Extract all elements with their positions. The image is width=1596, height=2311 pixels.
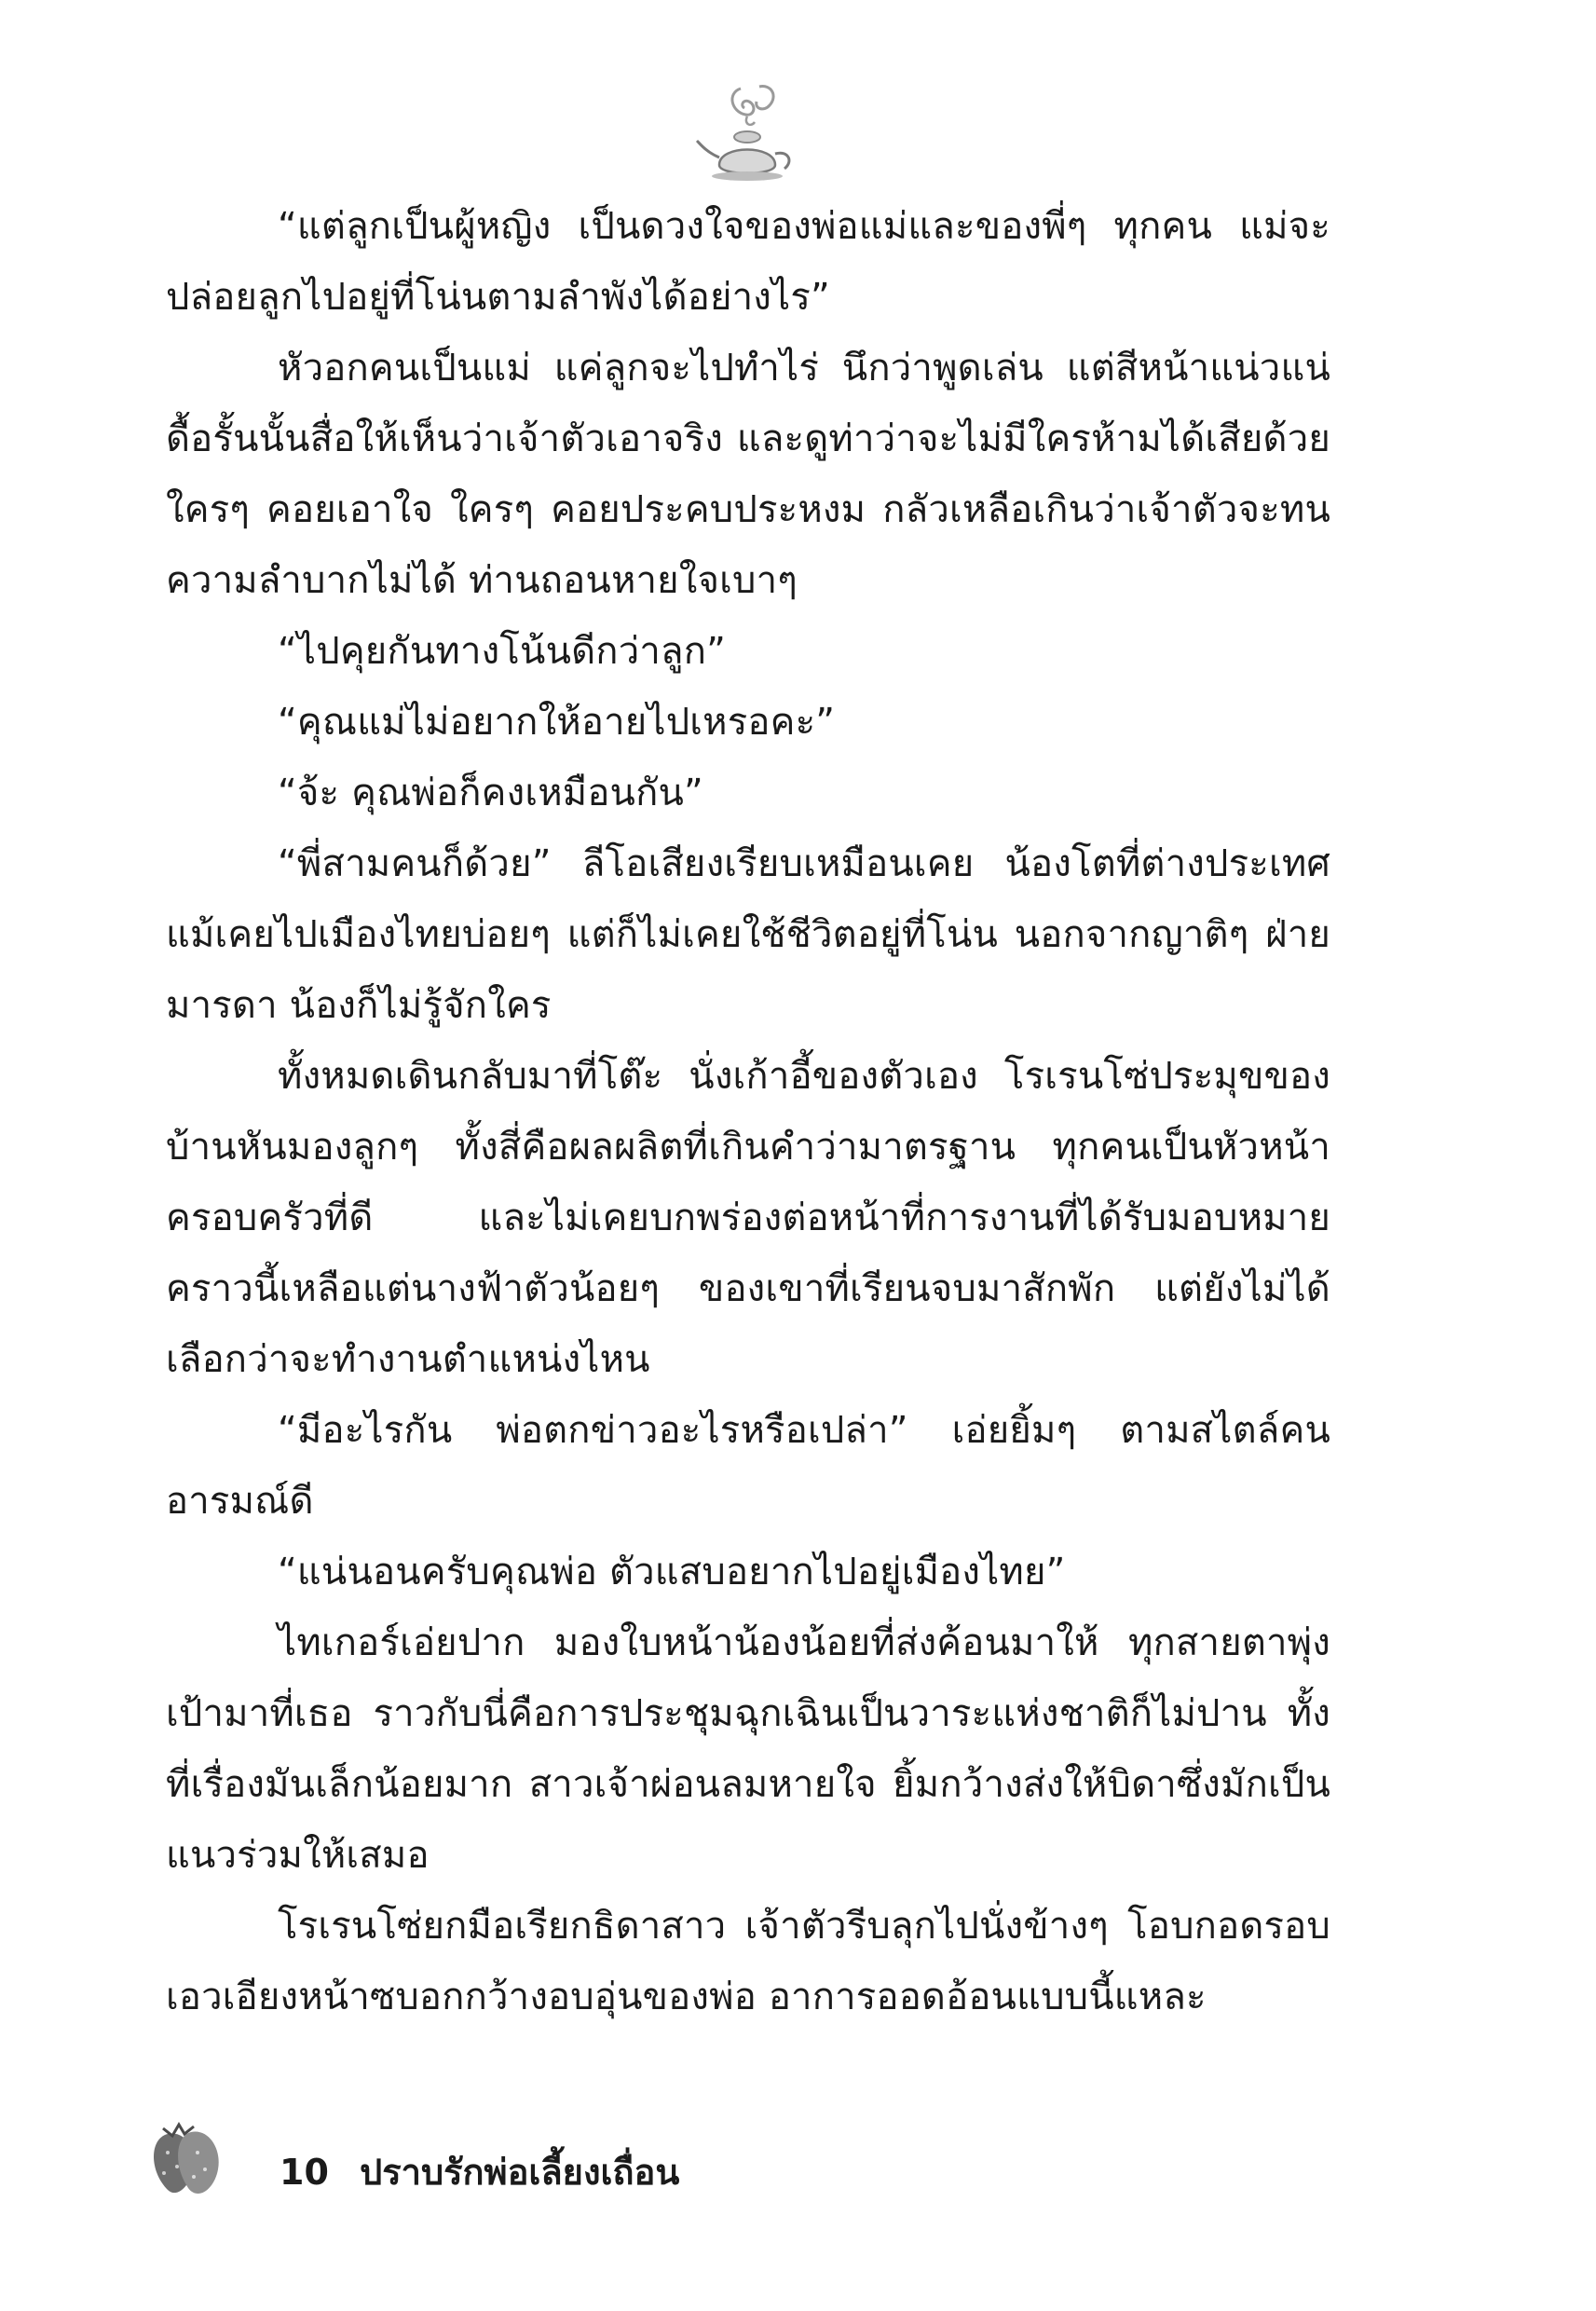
paragraph: “มีอะไรกัน พ่อตกข่าวอะไรหรือเปล่า” เอ่ยยิ้มๆ ตามสไตล์คนอารมณ์ดี [166, 1409, 1330, 1523]
paragraph: “แต่ลูกเป็นผู้หญิง เป็นดวงใจของพ่อแม่และของพี่ๆ ทุกคน แม่จะปล่อยลูกไปอยู่ที่โน่นตามลำพังได้อย่างไร” [166, 205, 1330, 319]
body-text [166, 191, 1330, 2032]
paragraph: “แน่นอนครับคุณพ่อ ตัวแสบอยากไปอยู่เมืองไทย” [278, 1551, 1066, 1593]
paragraph: โรเรนโซ่ยกมือเรียกธิดาสาว เจ้าตัวรีบลุกไปนั่งข้างๆ โอบกอดรอบเอวเอียงหน้าซบอกกว้างอบอุ่นของพ่อ อาการออดอ้อนแบบนี้แหละ [166, 1905, 1330, 2018]
paragraph: ไทเกอร์เอ่ยปาก มองใบหน้าน้องน้อยที่ส่งค้อนมาให้ ทุกสายตาพุ่งเป้ามาที่เธอ ราวกับนี่คือการประชุมฉุกเฉินเป็นวาระแห่งชาติก็ไม่ปาน ทั้งที่เรื่องมันเล็กน้อยมาก สาวเจ้าผ่อนลมหายใจ ยิ้มกว้างส่งให้บิดาซึ่งมักเป็นแนวร่วมให้เสมอ [166, 1621, 1330, 1877]
paragraph: “พี่สามคนก็ด้วย” ลีโอเสียงเรียบเหมือนเคย น้องโตที่ต่างประเทศ แม้เคยไปเมืองไทยบ่อยๆ แต่ก็ไม่เคยใช้ชีวิตอยู่ที่โน่น นอกจากญาติๆ ฝ่ายมารดา น้องก็ไม่รู้จักใคร [166, 842, 1330, 1027]
paragraph: หัวอกคนเป็นแม่ แค่ลูกจะไปทำไร่ นึกว่าพูดเล่น แต่สีหน้าแน่วแน่ดื้อรั้นนั้นสื่อให้เห็นว่าเจ้าตัวเอาจริง และดูท่าว่าจะไม่มีใครห้ามได้เสียด้วย ใครๆ คอยเอาใจ ใครๆ คอยประคบประหงม กลัวเหลือเกินว่าเจ้าตัวจะทนความลำบากไม่ได้ ท่านถอนหายใจเบาๆ [166, 347, 1330, 602]
strawberry-ornament-icon [140, 2115, 242, 2208]
paragraph: “จ้ะ คุณพ่อก็คงเหมือนกัน” [278, 772, 703, 814]
paragraph: “ไปคุยกันทางโน้นดีกว่าลูก” [278, 630, 727, 673]
paragraph: “คุณแม่ไม่อยากให้อายไปเหรอคะ” [278, 701, 836, 744]
paragraph: ทั้งหมดเดินกลับมาที่โต๊ะ นั่งเก้าอี้ของตัวเอง โรเรนโซ่ประมุขของบ้านหันมองลูกๆ ทั้งสี่คือผลผลิตที่เกินคำว่ามาตรฐาน ทุกคนเป็นหัวหน้าครอบครัวที่ดี และไม่เคยบกพร่องต่อหน้าที่การงานที่ได้รับมอบหมาย คราวนี้เหลือแต่นางฟ้าตัวน้อยๆ ของเขาที่เรียนจบมาสักพัก แต่ยังไม่ได้เลือกว่าจะทำงานตำแหน่งไหน [166, 1055, 1330, 1381]
page-footer [140, 2115, 978, 2218]
book-title: ปราบรักพ่อเลี้ยงเถื่อน [360, 2152, 680, 2193]
teapot-ornament-icon [689, 79, 811, 191]
page-number: 10 [280, 2152, 329, 2193]
